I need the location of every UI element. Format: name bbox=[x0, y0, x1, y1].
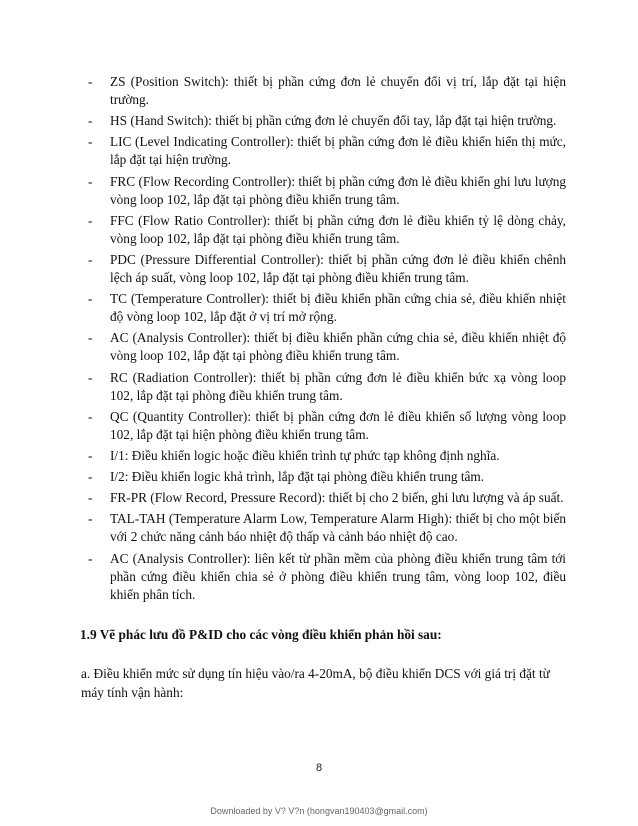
download-footer: Downloaded by V? V?n (hongvan190403@gmail.com) bbox=[210, 806, 428, 816]
bullet-dash: - bbox=[88, 490, 93, 506]
list-item bbox=[88, 251, 566, 287]
list-item-text: AC (Analysis Controller): thiết bị điều khiển phần cứng chia sẻ, điều khiển nhiệt độ vòng loop 102, lắp đặt tại phòng điều khiển trung tâm. bbox=[110, 330, 566, 364]
list-item-text: AC (Analysis Controller): liên kết từ phần mềm của phòng điều khiển trung tâm tới phần cứng điều khiển chia sẻ ở phòng điều khiển trung tâm, vòng loop 102, điều khiển phân tích. bbox=[110, 550, 566, 602]
bullet-dash: - bbox=[88, 447, 93, 463]
list-item bbox=[88, 510, 566, 546]
list-item bbox=[88, 329, 566, 365]
bullet-dash: - bbox=[88, 134, 93, 150]
bullet-dash: - bbox=[88, 330, 93, 346]
bullet-dash: - bbox=[88, 113, 93, 129]
list-item-text: HS (Hand Switch): thiết bị phần cứng đơn lẻ chuyển đổi tay, lắp đặt tại hiện trường. bbox=[110, 113, 557, 129]
list-item bbox=[88, 447, 566, 465]
bullet-list bbox=[88, 73, 566, 607]
list-item-text: I/2: Điều khiển logic khả trình, lắp đặt tại phòng điều khiển trung tâm. bbox=[110, 469, 485, 485]
list-item bbox=[88, 133, 566, 169]
list-item-text: RC (Radiation Controller): thiết bị phần cứng đơn lẻ điều khiển bức xạ vòng loop 102, lắp đặt tại phòng điều khiển trung tâm. bbox=[110, 369, 566, 403]
bullet-dash: - bbox=[88, 251, 93, 267]
list-item bbox=[88, 73, 566, 109]
list-item-text: I/1: Điều khiển logic hoặc điều khiển trình tự phức tạp không định nghĩa. bbox=[110, 447, 500, 463]
bullet-dash: - bbox=[88, 469, 93, 485]
list-item bbox=[88, 408, 566, 444]
list-item-text: FFC (Flow Ratio Controller): thiết bị phần cứng đơn lẻ điều khiển tỷ lệ dòng chảy, vòng loop 102, lắp đặt tại phòng điều khiển trung tâm. bbox=[110, 212, 566, 246]
bullet-dash: - bbox=[88, 173, 93, 189]
list-item bbox=[88, 489, 566, 507]
list-item-text: ZS (Position Switch): thiết bị phần cứng đơn lẻ chuyển đổi vị trí, lắp đặt tại hiện trường. bbox=[110, 74, 566, 107]
list-item bbox=[88, 369, 566, 405]
list-item-text: PDC (Pressure Differential Controller): thiết bị phần cứng đơn lẻ điều khiển chênh lệch áp suất, vòng loop 102, lắp đặt tại phòng điều khiển trung tâm. bbox=[110, 251, 566, 285]
page-number: 8 bbox=[315, 762, 323, 774]
list-item-text: TAL-TAH (Temperature Alarm Low, Temperature Alarm High): thiết bị cho một biến với 2 chức năng cảnh báo nhiệt độ thấp và cảnh báo nhiệt độ cao. bbox=[110, 511, 566, 545]
list-item-text: FRC (Flow Recording Controller): thiết bị phần cứng đơn lẻ điều khiển ghi lưu lượng vòng loop 102, lắp đặt tại phòng điều khiển trung tâm. bbox=[110, 173, 566, 207]
bullet-dash: - bbox=[88, 511, 93, 527]
list-item bbox=[88, 550, 566, 604]
list-item bbox=[88, 290, 566, 326]
list-item bbox=[88, 468, 566, 486]
bullet-dash: - bbox=[88, 408, 93, 424]
bullet-dash: - bbox=[88, 550, 93, 566]
section-heading: 1.9 Vẽ phác lưu đồ P&ID cho các vòng điều khiển phản hồi sau: bbox=[80, 627, 442, 642]
bullet-dash: - bbox=[88, 291, 93, 307]
list-item bbox=[88, 212, 566, 248]
list-item-text: LIC (Level Indicating Controller): thiết bị phần cứng đơn lẻ điều khiển hiển thị mức, lắp đặt tại hiện trường. bbox=[110, 134, 566, 168]
bullet-dash: - bbox=[88, 212, 93, 228]
list-item bbox=[88, 173, 566, 209]
list-item-text: QC (Quantity Controller): thiết bị phần cứng đơn lẻ điều khiển số lượng vòng loop 102, lắp đặt tại hiện phòng điều khiển trung tâm. bbox=[110, 408, 566, 442]
list-item bbox=[88, 112, 566, 130]
paragraph-a: a. Điều khiển mức sử dụng tín hiệu vào/ra 4-20mA, bộ điều khiển DCS với giá trị đặt từ máy tính vận hành: bbox=[81, 666, 550, 700]
bullet-dash: - bbox=[88, 369, 93, 385]
list-item-text: FR-PR (Flow Record, Pressure Record): thiết bị cho 2 biến, ghi lưu lượng và áp suất. bbox=[110, 490, 564, 506]
bullet-dash: - bbox=[88, 74, 93, 89]
list-item-text: TC (Temperature Controller): thiết bị điều khiển phần cứng chia sẻ, điều khiển nhiệt độ vòng loop 102, lắp đặt ở vị trí mở rộng. bbox=[110, 291, 566, 325]
